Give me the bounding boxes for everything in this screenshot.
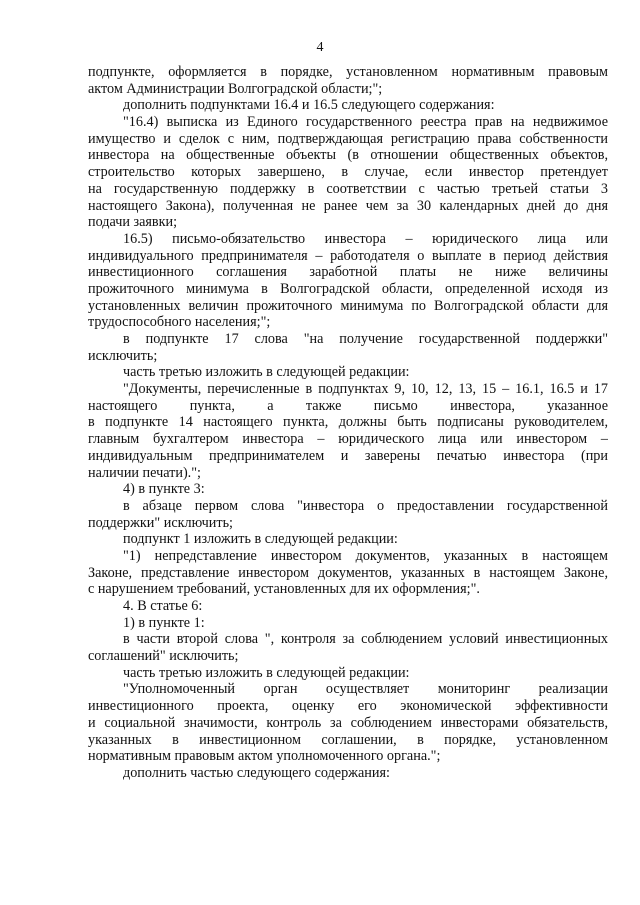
- text-line: прожиточного минимума в Волгоградской области, определенной исходя из: [88, 280, 608, 297]
- text-line: инвестиционного проекта, оценку его экономической эффективности: [88, 698, 608, 715]
- text-line: настоящего Закона), полученная не ранее чем за 30 календарных дней до дня: [88, 197, 608, 214]
- text-line: указанных в инвестиционном соглашении, в порядке, установленном: [88, 731, 608, 748]
- text-line: имущество и сделок с ним, подтверждающая регистрацию права собственности: [88, 130, 608, 147]
- text-line: "Документы, перечисленные в подпунктах 9, 10, 12, 13, 15 – 16.1, 16.5 и 17: [123, 381, 608, 398]
- text-line: в подпункте 17 слова "на получение государственной поддержки": [123, 331, 608, 347]
- text-line: 16.5) письмо-обязательство инвестора – юридического лица или: [123, 230, 608, 247]
- text-line: с нарушением требований, установленных для их оформления;".: [88, 581, 480, 598]
- text-line: "Уполномоченный орган осуществляет мониторинг реализации: [123, 681, 608, 698]
- text-line: дополнить частью следующего содержания:: [123, 764, 390, 781]
- text-line: дополнить подпунктами 16.4 и 16.5 следующего содержания:: [123, 97, 495, 114]
- text-line: актом Администрации Волгоградской области;";: [88, 80, 383, 97]
- text-line: часть третью изложить в следующей редакции:: [123, 664, 410, 681]
- text-line: Законе, представление инвестором документов, указанных в настоящем Законе,: [88, 564, 608, 581]
- text-line: 4. В статье 6:: [123, 598, 203, 614]
- text-line: трудоспособного населения;";: [88, 314, 271, 331]
- text-line: в абзаце первом слова "инвестора о предоставлении государственной: [123, 497, 608, 514]
- text-line: "16.4) выписка из Единого государственного реестра прав на недвижимое: [123, 114, 608, 131]
- text-line: инвестиционного соглашения заработной платы не ниже величины: [88, 264, 608, 281]
- text-line: наличии печати).";: [88, 464, 201, 481]
- text-line: строительство которых завершено, в случае, если инвестор претендует: [88, 164, 608, 181]
- document-body: [88, 64, 608, 782]
- text-line: и социальной значимости, контроль за соблюдением инвесторами обязательств,: [88, 714, 608, 731]
- text-line: в подпункте 14 настоящего пункта, должны быть подписаны руководителем,: [88, 414, 608, 431]
- text-line: соглашений" исключить;: [88, 648, 239, 665]
- text-line: в части второй слова ", контроля за соблюдением условий инвестиционных: [123, 631, 608, 648]
- text-line: главным бухгалтером инвестора – юридического лица или инвестором –: [88, 431, 608, 448]
- text-line: нормативным правовым актом уполномоченного органа.";: [88, 748, 441, 765]
- text-line: на государственную поддержку в соответствии с частью третьей статьи 3: [88, 180, 608, 197]
- text-line: подпункте, оформляется в порядке, установленном нормативным правовым: [88, 64, 608, 80]
- text-line: подачи заявки;: [88, 214, 178, 231]
- text-line: часть третью изложить в следующей редакции:: [123, 364, 410, 381]
- text-line: инвестора на общественные объекты (в отношении общественных объектов,: [88, 147, 608, 164]
- text-line: 4) в пункте 3:: [123, 481, 205, 498]
- text-line: поддержки" исключить;: [88, 514, 233, 531]
- text-line: исключить;: [88, 347, 158, 364]
- text-line: 1) в пункте 1:: [123, 614, 205, 631]
- text-line: настоящего пункта, а также письмо инвестора, указанное: [88, 397, 608, 414]
- text-line: индивидуального предпринимателя – работодателя о выплате в период действия: [88, 247, 608, 264]
- text-line: подпункт 1 изложить в следующей редакции:: [123, 531, 398, 548]
- text-line: "1) непредставление инвестором документов, указанных в настоящем: [123, 547, 608, 564]
- text-line: индивидуальным предпринимателем и заверены печатью инвестора (при: [88, 447, 608, 464]
- page-number: 4: [316, 40, 324, 55]
- text-line: установленных величин прожиточного минимума по Волгоградской области для: [88, 297, 608, 314]
